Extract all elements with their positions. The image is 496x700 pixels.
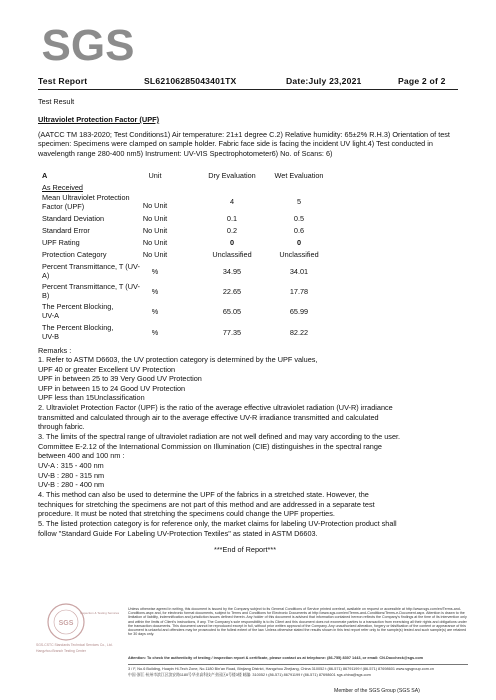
remark-line: Committee E-2.12 of the International Commission on Illumination (CIE) distinguishes in the spectral range	[38, 441, 382, 451]
remark-line: UPF in between 25 to 39 Very Good UV Protection	[38, 374, 202, 383]
remark-line: techniques for stretching the specimens are not part of this method and are addressed in a separate test	[38, 499, 375, 509]
remark-line: through fabric.	[38, 422, 85, 431]
remark-line: 5. The listed protection category is for reference only, the market claims for labeling UV-Protection product shall	[38, 519, 397, 528]
row-name: Percent Transmittance, T (UV-B)	[42, 282, 140, 300]
address-english: 3 / F, No.6 Building, Huayin Hi-Tech Zone, No.1180 Bin'an Road, Binjiang District, Hangzhou Zhejiang, China 310052 t (86-571) 86791199 f (86-571) 87698601 www.sgsgroup.com.cn	[128, 667, 434, 671]
page-number: Page 2 of 2	[398, 76, 446, 86]
row-dry: 77.35	[222, 328, 242, 337]
sgs-logo	[40, 18, 136, 66]
row-wet: 34.01	[289, 267, 309, 276]
footer-disclaimer: Unless otherwise agreed in writing, this document is issued by the Company subject to its General Conditions of Service printed overleaf, available on request or accessible at http://www.sgs.com/en/Terms-and-Conditions.aspx and, for electronic format documents, subject to Terms and Conditions for Electronic Documents at http://www.sgs.com/en/Terms-and-Conditions/Terms-e-Document.aspx. Attention is drawn to the limitation of liability, indemnification and jurisdiction issues defined therein. Any holder of this document is advised that information contained hereon reflects the Company's findings at the time of its intervention only and within the limits of Client's instructions, if any. The Company's sole responsibility is to its Client and this document does not exonerate parties to a transaction from exercising all their rights and obligations under the transaction documents. This document cannot be reproduced except in full, without prior written approval of the Company. Any unauthorized alteration, forgery or falsification of the content or appearance of this document is unlawful and offenders may be prosecuted to the fullest extent of the law. Unless otherwise stated the results shown in this test report refer only to the sample(s) tested and such sample(s) are retained for 30 days only.	[128, 607, 467, 637]
row-unit: %	[151, 307, 159, 316]
footer-rule	[128, 664, 468, 665]
remark-line: follow "Standard Guide For Labeling UV-Protection Textiles" as stated in ASTM D6603.	[38, 528, 318, 538]
row-name: Standard Deviation	[42, 214, 105, 223]
remark-line: UPF 40 or greater Excellent UV Protection	[38, 364, 176, 374]
row-name: The Percent Blocking, UV-A	[42, 302, 114, 320]
row-dry: 65.05	[222, 307, 242, 316]
stamp-branch: Hangzhou Branch Testing Center	[36, 649, 86, 653]
svg-text:SGS: SGS	[41, 21, 135, 66]
row-name: Mean Ultraviolet Protection Factor (UPF)	[42, 193, 130, 211]
member-of-sgs: Member of the SGS Group (SGS SA)	[334, 688, 420, 694]
row-unit: No Unit	[142, 201, 168, 210]
report-date: Date:July 23,2021	[286, 76, 362, 86]
report-label: Test Report	[38, 76, 88, 86]
remark-line: UPF less than 15Unclassification	[38, 393, 145, 402]
row-dry: 34.95	[222, 267, 242, 276]
row-wet: Unclassified	[279, 250, 319, 259]
row-name: Standard Error	[42, 226, 90, 235]
remark-line: 2. Ultraviolet Protection Factor (UPF) is the ratio of the average effective ultraviolet radiation (UV-R) irradiance	[38, 403, 393, 412]
row-unit: %	[151, 287, 159, 296]
row-name: Percent Transmittance, T (UV-A)	[42, 262, 140, 280]
as-received-heading: As Received	[42, 183, 83, 192]
row-dry: 4	[229, 197, 235, 206]
row-unit: %	[151, 328, 159, 337]
row-dry: 22.65	[222, 287, 242, 296]
row-wet: 0.6	[293, 226, 305, 235]
row-wet: 65.99	[289, 307, 309, 316]
company-stamp	[36, 600, 122, 656]
col-dry: Dry Evaluation	[208, 171, 256, 180]
remark-line: UV-B : 280 - 315 nm	[38, 470, 105, 480]
remark-line: between 400 and 100 nm :	[38, 451, 125, 460]
row-unit: No Unit	[142, 250, 168, 259]
header-rule	[38, 89, 458, 90]
report-header	[38, 76, 458, 88]
row-name: UPF Rating	[42, 238, 80, 247]
row-wet: 0	[296, 238, 302, 247]
remark-line: UFP in between 15 to 24 Good UV Protection	[38, 383, 186, 393]
row-wet: 17.78	[289, 287, 309, 296]
col-unit: Unit	[148, 171, 162, 180]
report-number: SL62106285043401TX	[144, 76, 237, 86]
remark-line: UV-A : 315 - 400 nm	[38, 461, 104, 470]
row-wet: 5	[296, 197, 302, 206]
remark-line: 3. The limits of the spectral range of ultraviolet radiation are not well defined and may vary according to the user.	[38, 432, 401, 441]
stamp-company: SGS-CSTC Standards Technical Services Co., Ltd.	[36, 643, 113, 647]
remark-line: 4. This method can also be used to determine the UPF of the fabrics in a stretched state. However, the	[38, 490, 369, 499]
row-name: The Percent Blocking, UV-B	[42, 323, 114, 341]
row-wet: 82.22	[289, 328, 309, 337]
row-unit: No Unit	[142, 214, 168, 223]
method-text: (AATCC TM 183-2020; Test Conditions1) Air temperature: 21±1 degree C.2) Relative humidity: 65±2% R.H.3) Orientation of test specimen: Specimens were clamped on sample holder. Fabric face side is facing the incident UV light.4) Test conducted in wavelength range 280-400 nm5) Instrument: UV-VIS Spectrophotometer6) No. of Scans: 6)	[38, 130, 450, 158]
remark-line: UV-B : 280 - 400 nm	[38, 480, 105, 489]
row-dry: 0.1	[226, 214, 238, 223]
remarks-heading: Remarks :	[38, 346, 72, 355]
address-chinese: 中国·浙江·杭州市滨江区滨安路1180号华业高科技产业园区6号楼3楼 邮编: 310052 t (86-571) 86791199 f (86-571) 87698601 sgs.china@sgs.com	[128, 673, 371, 677]
stamp-text: SGS	[58, 620, 74, 627]
stamp-service-line: Inspection & Testing Services	[80, 611, 120, 615]
col-wet: Wet Evaluation	[274, 171, 324, 180]
end-of-report: ***End of Report***	[214, 545, 277, 554]
section-title: Ultraviolet Protection Factor (UPF)	[38, 115, 160, 124]
row-unit: No Unit	[142, 226, 168, 235]
remark-line: 1. Refer to ASTM D6603, the UV protection category is determined by the UPF values,	[38, 355, 318, 364]
remark-line: procedure. It must be noted that stretching the specimens could change the UPF properties.	[38, 509, 335, 518]
row-dry: 0	[229, 238, 235, 247]
remark-line: transmitted and calculated through air to the average effective UV-R irradiance transmitted and calculated	[38, 412, 379, 422]
sample-label: A	[42, 171, 48, 180]
row-unit: No Unit	[142, 238, 168, 247]
row-wet: 0.5	[293, 214, 305, 223]
test-result-label: Test Result	[38, 97, 75, 106]
row-unit: %	[151, 267, 159, 276]
row-name: Protection Category	[42, 250, 107, 259]
authenticity-notice: Attention: To check the authenticity of testing / inspection report & certificate, please contact us at telephone: (86-755) 8307 1443, or email: CN.Doccheck@sgs.com	[128, 656, 424, 660]
row-dry: Unclassified	[212, 250, 252, 259]
row-dry: 0.2	[226, 226, 238, 235]
